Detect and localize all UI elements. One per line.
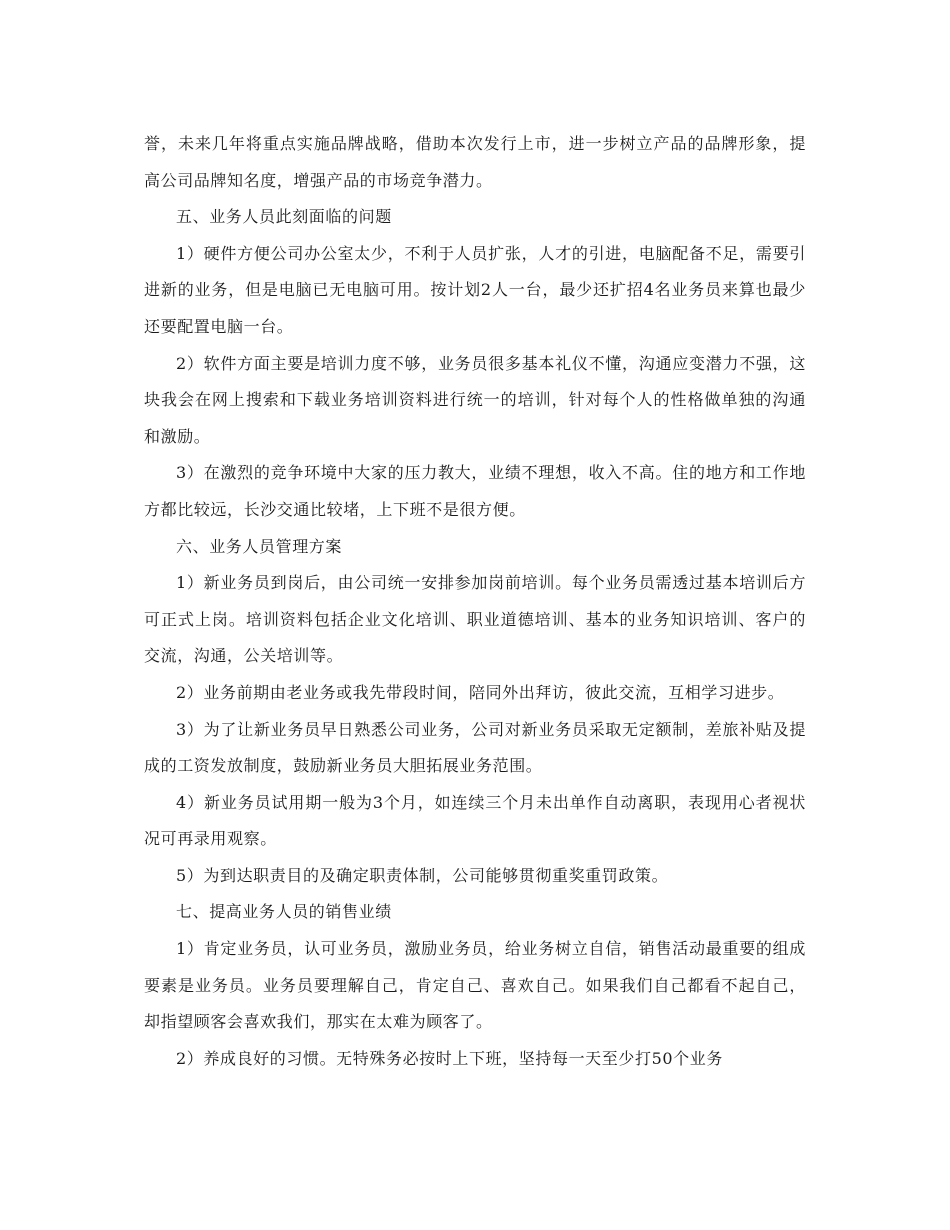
paragraph-motivation: 1）肯定业务员，认可业务员，激励业务员，给业务树立自信，销售活动最重要的组成要素是业务员。业务员要理解自己，肯定自己、喜欢自己。如果我们自己都看不起自己，却指望顾客会喜欢我们，那实在太难为顾客了。 [144,939,806,1032]
paragraph-rewards: 5）为到达职责目的及确定职责体制，公司能够贯彻重奖重罚政策。 [176,865,669,885]
paragraph-hardware: 1）硬件方便公司办公室太少，不利于人员扩张，人才的引进，电脑配备不足，需要引进新的业务，但是电脑已无电脑可用。按计划2人一台，最少还扩招4名业务员来算也最少还要配置电脑一台。 [144,243,806,336]
paragraph-software: 2）软件方面主要是培训力度不够，业务员很多基本礼仪不懂，沟通应变潜力不强，这块我会在网上搜索和下载业务培训资料进行统一的培训，针对每个人的性格做单独的沟通和激励。 [144,353,806,446]
paragraph-brand-strategy: 誉，未来几年将重点实施品牌战略，借助本次发行上市，进一步树立产品的品牌形象，提高公司品牌知名度，增强产品的市场竞争潜力。 [144,134,806,190]
paragraph-pressure: 3）在激烈的竞争环境中大家的压力教大，业绩不理想，收入不高。住的地方和工作地方都比较远，长沙交通比较堵，上下班不是很方便。 [144,463,806,519]
section-heading-7: 七、提高业务人员的销售业绩 [176,902,392,922]
document-page [144,126,806,1077]
paragraph-probation: 4）新业务员试用期一般为3个月，如连续三个月未出单作自动离职，表现用心者视状况可再录用观察。 [144,792,806,849]
paragraph-salary-system: 3）为了让新业务员早日熟悉公司业务，公司对新业务员采取无定额制，差旅补贴及提成的工资发放制度，鼓励新业务员大胆拓展业务范围。 [144,719,806,776]
paragraph-habits: 2）养成良好的习惯。无特殊务必按时上下班，坚持每一天至少打50个业务 [176,1048,723,1068]
paragraph-training: 1）新业务员到岗后，由公司统一安排参加岗前培训。每个业务员需透过基本培训后方可正式上岗。培训资料包括企业文化培训、职业道德培训、基本的业务知识培训、客户的交流，沟通，公关培训等。 [144,573,806,666]
section-heading-6: 六、业务人员管理方案 [176,536,343,556]
paragraph-mentoring: 2）业务前期由老业务或我先带段时间，陪同外出拜访，彼此交流，互相学习进步。 [176,682,785,702]
section-heading-5: 五、业务人员此刻面临的问题 [176,207,392,227]
